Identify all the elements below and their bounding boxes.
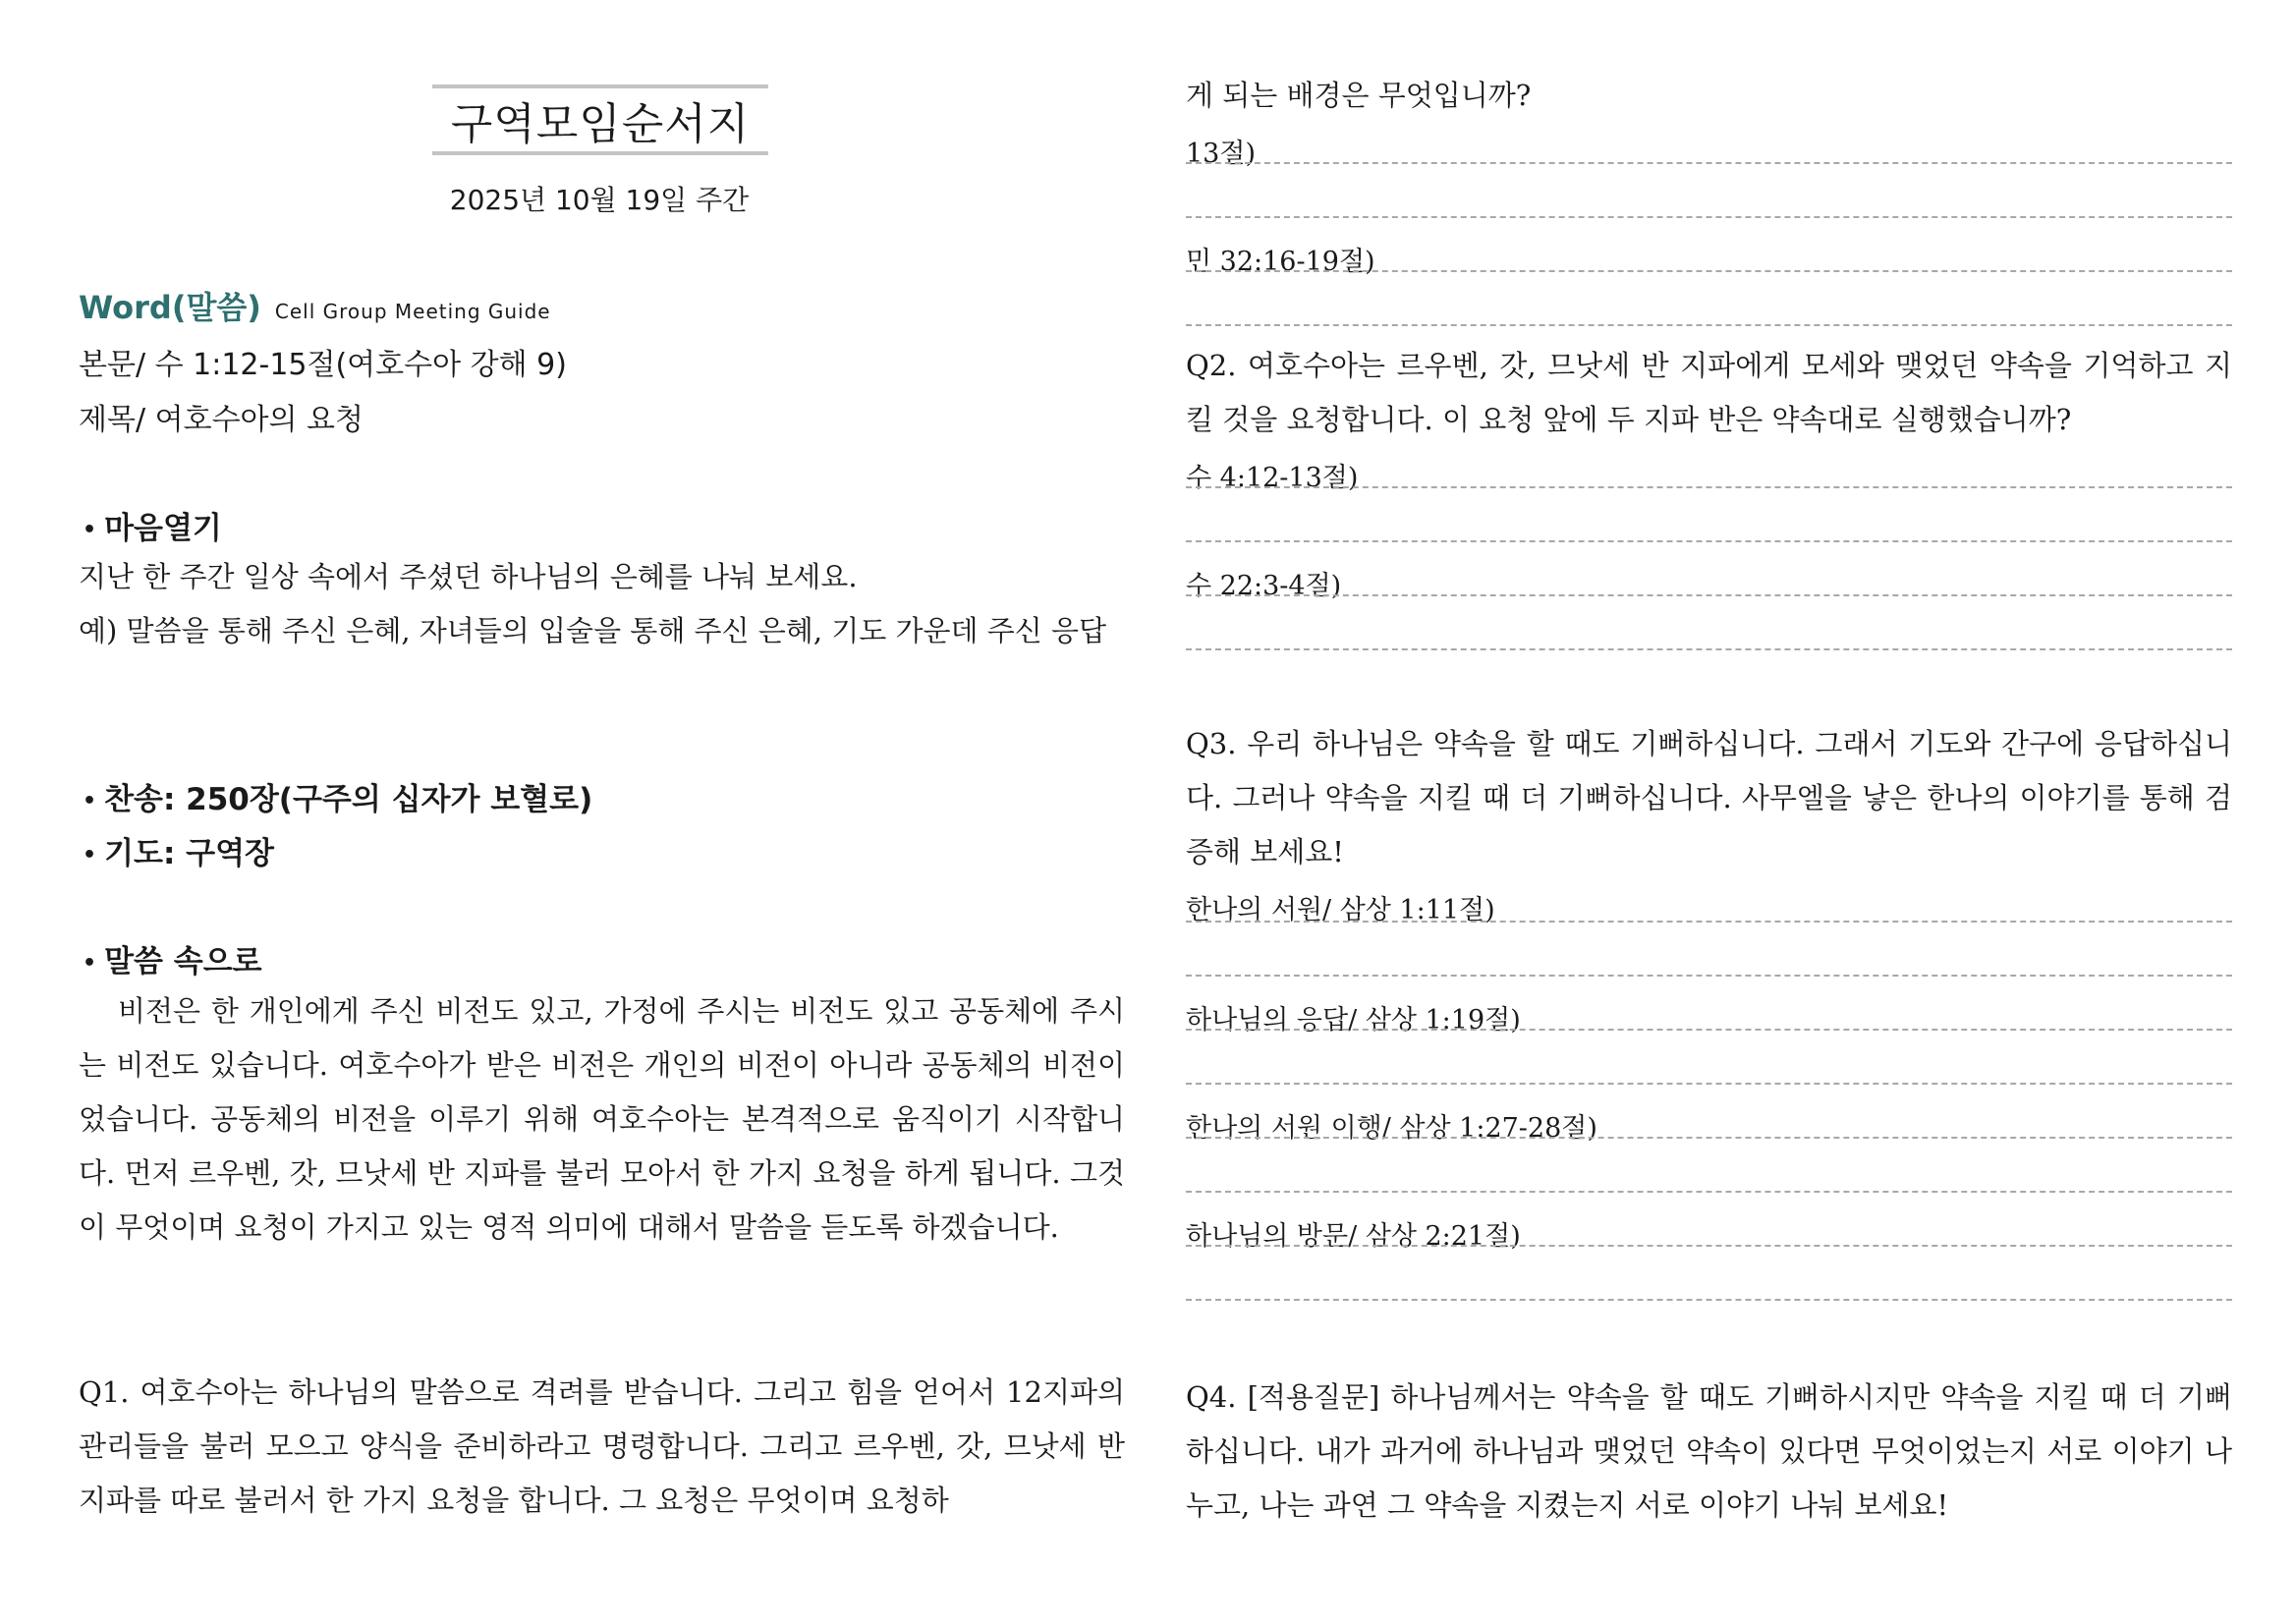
answer-line bbox=[1186, 975, 2232, 977]
answer-ref-q1-1: 13절) bbox=[1186, 139, 1256, 169]
answer-line bbox=[1186, 1191, 2232, 1193]
answer-line bbox=[1186, 1299, 2232, 1301]
into-word-heading-label: 말씀 속으로 bbox=[104, 944, 262, 980]
opening-heading bbox=[83, 503, 222, 547]
question-2: Q2. 여호수아는 르우벤, 갓, 므낫세 반 지파에게 모세와 맺었던 약속을 기억하고 지킬 것을 요청합니다. 이 요청 앞에 두 지파 반은 약속대로 실행했습니까? bbox=[1186, 349, 2232, 436]
answer-line bbox=[1186, 540, 2232, 542]
question-4: Q4. [적용질문] 하나님께서는 약속을 할 때도 기뻐하시지만 약속을 지킬 때 더 기뻐하십니다. 내가 과거에 하나님과 맺었던 약속이 있다면 무엇이었는지 서로 이야기 나누고, 나는 과연 그 약속을 지켰는지 서로 이야기 나눠 보세요! bbox=[1186, 1380, 2232, 1522]
answer-line bbox=[1186, 1245, 2232, 1247]
question-1-continued: 게 되는 배경은 무엇입니까? bbox=[1186, 79, 1532, 112]
answer-ref-q2-1: 수 4:12-13절) bbox=[1186, 463, 1359, 493]
answer-line bbox=[1186, 1137, 2232, 1139]
answer-line bbox=[1186, 270, 2232, 272]
opening-heading-label: 마음열기 bbox=[104, 511, 222, 546]
answer-line bbox=[1186, 1029, 2232, 1031]
answer-ref-q3-2: 하나님의 응답/ 삼상 1:19절) bbox=[1186, 1005, 1521, 1036]
answer-line bbox=[1186, 324, 2232, 326]
prayer-line bbox=[83, 828, 274, 872]
answer-line bbox=[1186, 594, 2232, 596]
answer-ref-q2-2: 수 22:3-4절) bbox=[1186, 571, 1342, 601]
question-1: Q1. 여호수아는 하나님의 말씀으로 격려를 받습니다. 그리고 힘을 얻어서 12지파의 관리들을 불러 모으고 양식을 준비하라고 명령합니다. 그리고 르우벤, 갓, 므낫세 반 지파를 따로 불러서 한 가지 요청을 합니다. 그 요청은 무엇이며 요청하 bbox=[79, 1375, 1125, 1517]
answer-ref-q3-3: 한나의 서원 이행/ 삼상 1:27-28절) bbox=[1186, 1113, 1597, 1144]
word-heading-row bbox=[79, 283, 551, 328]
bullet-dot-icon: • bbox=[83, 951, 97, 976]
answer-line bbox=[1186, 648, 2232, 650]
into-word-heading bbox=[83, 936, 262, 980]
answer-line bbox=[1186, 216, 2232, 218]
answer-ref-q3-1: 한나의 서원/ 삼상 1:11절) bbox=[1186, 895, 1495, 925]
word-subheading: Cell Group Meeting Guide bbox=[274, 300, 551, 323]
page-title: 구역모임순서지 bbox=[432, 84, 768, 155]
opening-line-1: 지난 한 주간 일상 속에서 주셨던 하나님의 은혜를 나눠 보세요. bbox=[79, 560, 858, 593]
answer-line bbox=[1186, 486, 2232, 488]
hymn-label: 찬송: 250장(구주의 십자가 보혈로) bbox=[104, 782, 593, 817]
word-heading: Word(말씀) bbox=[79, 289, 261, 326]
answer-ref-q3-4: 하나님의 방문/ 삼상 2:21절) bbox=[1186, 1221, 1521, 1252]
sermon-title-line: 제목/ 여호수아의 요청 bbox=[79, 403, 364, 437]
hymn-line bbox=[83, 774, 592, 818]
answer-line bbox=[1186, 162, 2232, 164]
question-3: Q3. 우리 하나님은 약속을 할 때도 기뻐하십니다. 그래서 기도와 간구에 응답하십니다. 그러나 약속을 지킬 때 더 기뻐하십니다. 사무엘을 낳은 한나의 이야기를 통해 검증해 보세요! bbox=[1186, 727, 2232, 868]
scripture-text-line: 본문/ 수 1:12-15절(여호수아 강해 9) bbox=[79, 348, 567, 382]
into-word-body: 비전은 한 개인에게 주신 비전도 있고, 가정에 주시는 비전도 있고 공동체에 주시는 비전도 있습니다. 여호수아가 받은 비전은 개인의 비전이 아니라 공동체의 비전이었습니다. 공동체의 비전을 이루기 위해 여호수아는 본격적으로 움직이기 시작합니다. 먼저 르우벤, 갓, 므낫세 반 지파를 불러 모아서 한 가지 요청을 하게 됩니다. 그것이 무엇이며 요청이 가지고 있는 영적 의미에 대해서 말씀을 듣도록 하겠습니다. bbox=[79, 994, 1125, 1244]
answer-line bbox=[1186, 921, 2232, 923]
opening-line-2: 예) 말씀을 통해 주신 은혜, 자녀들의 입술을 통해 주신 은혜, 기도 가운데 주신 응답 bbox=[79, 614, 1107, 647]
bullet-dot-icon: • bbox=[83, 518, 97, 542]
prayer-label: 기도: 구역장 bbox=[104, 836, 274, 871]
answer-ref-q1-2: 민 32:16-19절) bbox=[1186, 247, 1375, 277]
answer-line bbox=[1186, 1083, 2232, 1085]
meeting-date: 2025년 10월 19일 주간 bbox=[449, 184, 750, 216]
bullet-dot-icon: • bbox=[83, 843, 97, 868]
bullet-dot-icon: • bbox=[83, 789, 97, 813]
